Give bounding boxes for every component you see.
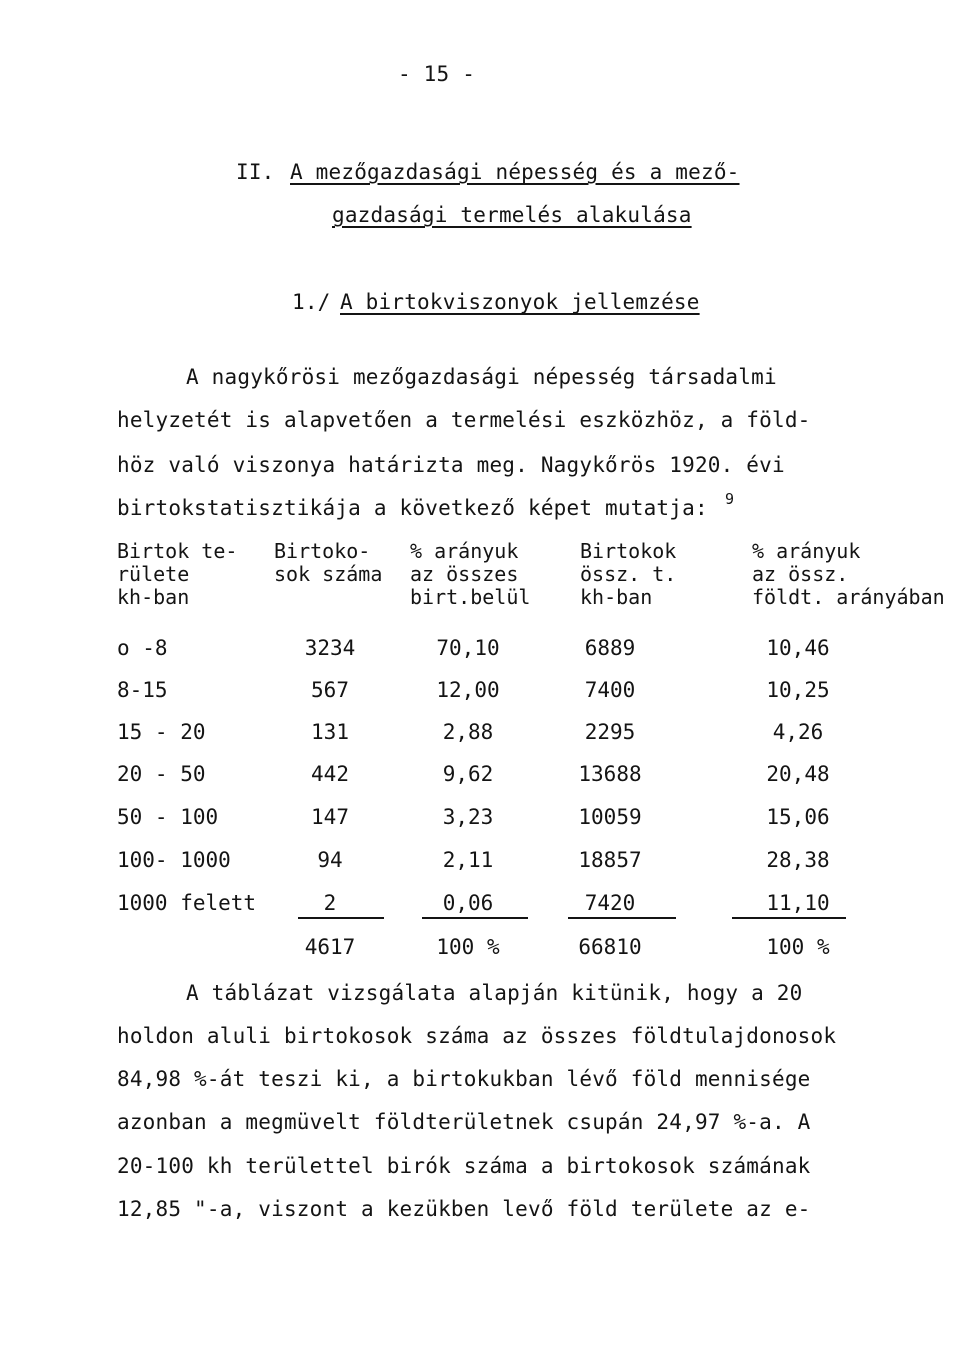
- header-area-share: % arányuk az össz. földt. arányában: [752, 540, 945, 609]
- cell-area-share: 11,10: [766, 891, 830, 915]
- cell-owner-count: 3234: [304, 636, 356, 660]
- intro-line-1: A nagykőrösi mezőgazdasági népesség társadalmi: [186, 365, 777, 389]
- cell-total-area: 18857: [578, 848, 642, 872]
- cell-total-area: 13688: [578, 762, 642, 786]
- conclusion-line-4: azonban a megmüvelt földterületnek csupán 24,97 %-a. A: [117, 1110, 811, 1134]
- sum-underline: [732, 917, 846, 919]
- total-area: 66810: [578, 935, 642, 959]
- intro-line-4: birtokstatisztikája a következő képet mutatja:: [117, 496, 708, 520]
- row-label: o -8: [117, 636, 168, 660]
- cell-area-share: 4,26: [772, 720, 824, 744]
- total-owner-share: 100 %: [436, 935, 500, 959]
- cell-owner-count: 567: [311, 678, 349, 702]
- cell-area-share: 10,46: [766, 636, 830, 660]
- cell-owner-share: 70,10: [436, 636, 500, 660]
- chapter-title-line-1: A mezőgazdasági népesség és a mező-: [290, 160, 740, 184]
- sum-underline: [568, 917, 676, 919]
- chapter-number: II.: [236, 160, 275, 184]
- cell-owner-share: 0,06: [442, 891, 494, 915]
- header-total-area: Birtokok össz. t. kh-ban: [580, 539, 677, 609]
- row-label: 50 - 100: [117, 805, 219, 829]
- cell-area-share: 20,48: [766, 762, 830, 786]
- row-label: 20 - 50: [117, 762, 206, 786]
- page-number: - 15 -: [398, 62, 476, 86]
- cell-owner-count: 131: [311, 720, 349, 744]
- row-label: 15 - 20: [117, 720, 206, 744]
- cell-total-area: 2295: [584, 720, 636, 744]
- row-label: 8-15: [117, 678, 168, 702]
- conclusion-line-5: 20-100 kh területtel birók száma a birtokosok számának: [117, 1154, 811, 1178]
- cell-total-area: 6889: [584, 636, 636, 660]
- cell-area-share: 28,38: [766, 848, 830, 872]
- cell-owner-share: 2,11: [442, 848, 494, 872]
- header-estate-size: Birtok te- rülete kh-ban: [117, 539, 238, 609]
- sum-underline: [298, 917, 384, 919]
- chapter-title-line-2: gazdasági termelés alakulása: [332, 203, 692, 227]
- header-owner-count: Birtoko- sok száma: [274, 539, 383, 586]
- cell-total-area: 7420: [584, 891, 636, 915]
- cell-owner-share: 3,23: [442, 805, 494, 829]
- intro-line-3: höz való viszonya határizta meg. Nagykőrös 1920. évi: [117, 453, 785, 477]
- cell-total-area: 10059: [578, 805, 642, 829]
- intro-line-2: helyzetét is alapvetően a termelési eszközhöz, a föld-: [117, 408, 811, 432]
- cell-area-share: 10,25: [766, 678, 830, 702]
- cell-owner-count: 2: [323, 891, 337, 915]
- cell-owner-count: 147: [311, 805, 349, 829]
- total-area-share: 100 %: [766, 935, 830, 959]
- total-owner-count: 4617: [304, 935, 356, 959]
- cell-owner-share: 9,62: [442, 762, 494, 786]
- section-title: A birtokviszonyok jellemzése: [340, 290, 700, 314]
- conclusion-line-6: 12,85 "-a, viszont a kezükben levő föld területe az e-: [117, 1197, 811, 1221]
- header-owner-share: % arányuk az összes birt.belül: [410, 539, 531, 609]
- cell-area-share: 15,06: [766, 805, 830, 829]
- cell-owner-count: 94: [317, 848, 343, 872]
- cell-owner-count: 442: [311, 762, 349, 786]
- cell-owner-share: 12,00: [436, 678, 500, 702]
- footnote-marker: 9: [725, 490, 735, 508]
- conclusion-line-3: 84,98 %-át teszi ki, a birtokukban lévő föld mennisége: [117, 1067, 811, 1091]
- cell-total-area: 7400: [584, 678, 636, 702]
- sum-underline: [422, 917, 528, 919]
- row-label: 100- 1000: [117, 848, 231, 872]
- section-number: 1./: [292, 290, 331, 314]
- conclusion-line-2: holdon aluli birtokosok száma az összes földtulajdonosok: [117, 1024, 837, 1048]
- cell-owner-share: 2,88: [442, 720, 494, 744]
- row-label: 1000 felett: [117, 891, 257, 915]
- conclusion-line-1: A táblázat vizsgálata alapján kitünik, hogy a 20: [186, 981, 803, 1005]
